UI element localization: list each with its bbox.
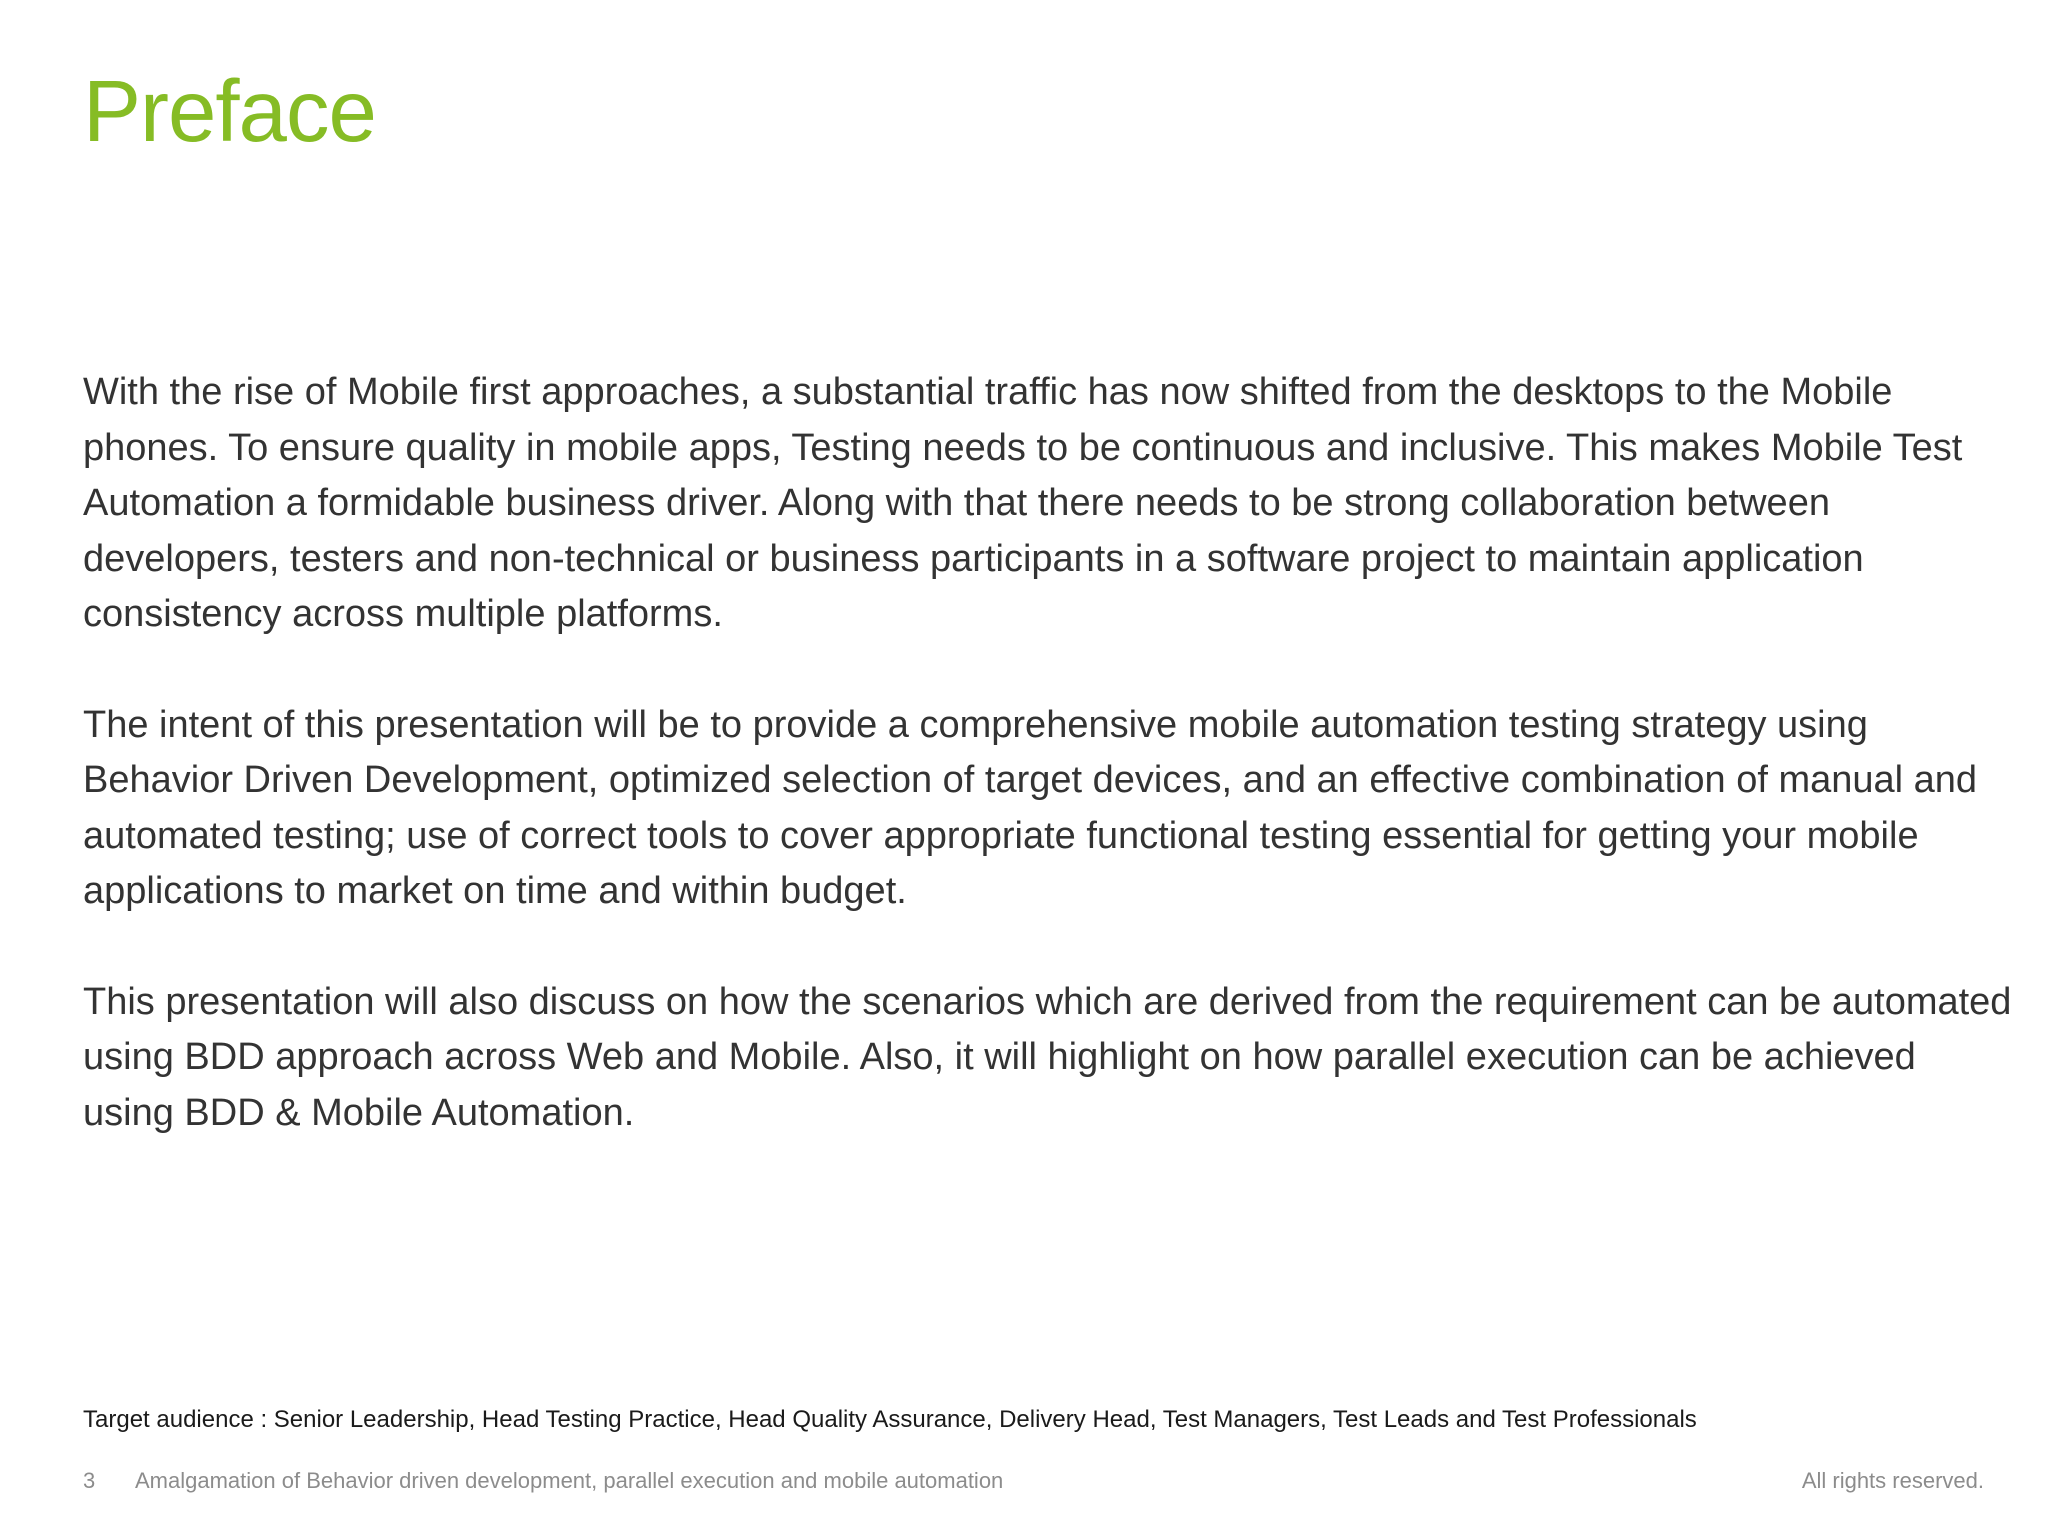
paragraph-intro: With the rise of Mobile first approaches, a substantial traffic has now shifted from the desktops to the Mobile phones. To ensure quality in mobile apps, Testing needs to be continuous and inclusive. This makes Mobile Test Automation a formidable business driver. Along with that there needs to be strong collaboration between developers, testers and non-technical or business participants in a software project to maintain application consistency across multiple platforms.	[83, 371, 1963, 635]
paragraph-intent: The intent of this presentation will be to provide a comprehensive mobile automation testing strategy using Behavior Driven Development, optimized selection of target devices, and an effective combination of manual and automated testing; use of correct tools to cover appropriate functional testing essential for getting your mobile applications to market on time and within budget.	[83, 703, 1978, 912]
rights-notice: All rights reserved.	[1801, 1468, 1984, 1493]
slide-body	[83, 365, 2013, 1196]
paragraph-discussion: This presentation will also discuss on how the scenarios which are derived from the requirement can be automated using BDD approach across Web and Mobile. Also, it will highlight on how parallel execution can be achieved using BDD & Mobile Automation.	[83, 980, 2012, 1134]
target-audience: Target audience : Senior Leadership, Head Testing Practice, Head Quality Assurance, Delivery Head, Test Managers, Test Leads and Test Professionals	[83, 1406, 1697, 1433]
footer-title: Amalgamation of Behavior driven development, parallel execution and mobile automation	[135, 1468, 1004, 1493]
slide-title: Preface	[83, 63, 376, 160]
footer	[83, 1466, 1984, 1496]
page-number: 3	[83, 1468, 96, 1493]
